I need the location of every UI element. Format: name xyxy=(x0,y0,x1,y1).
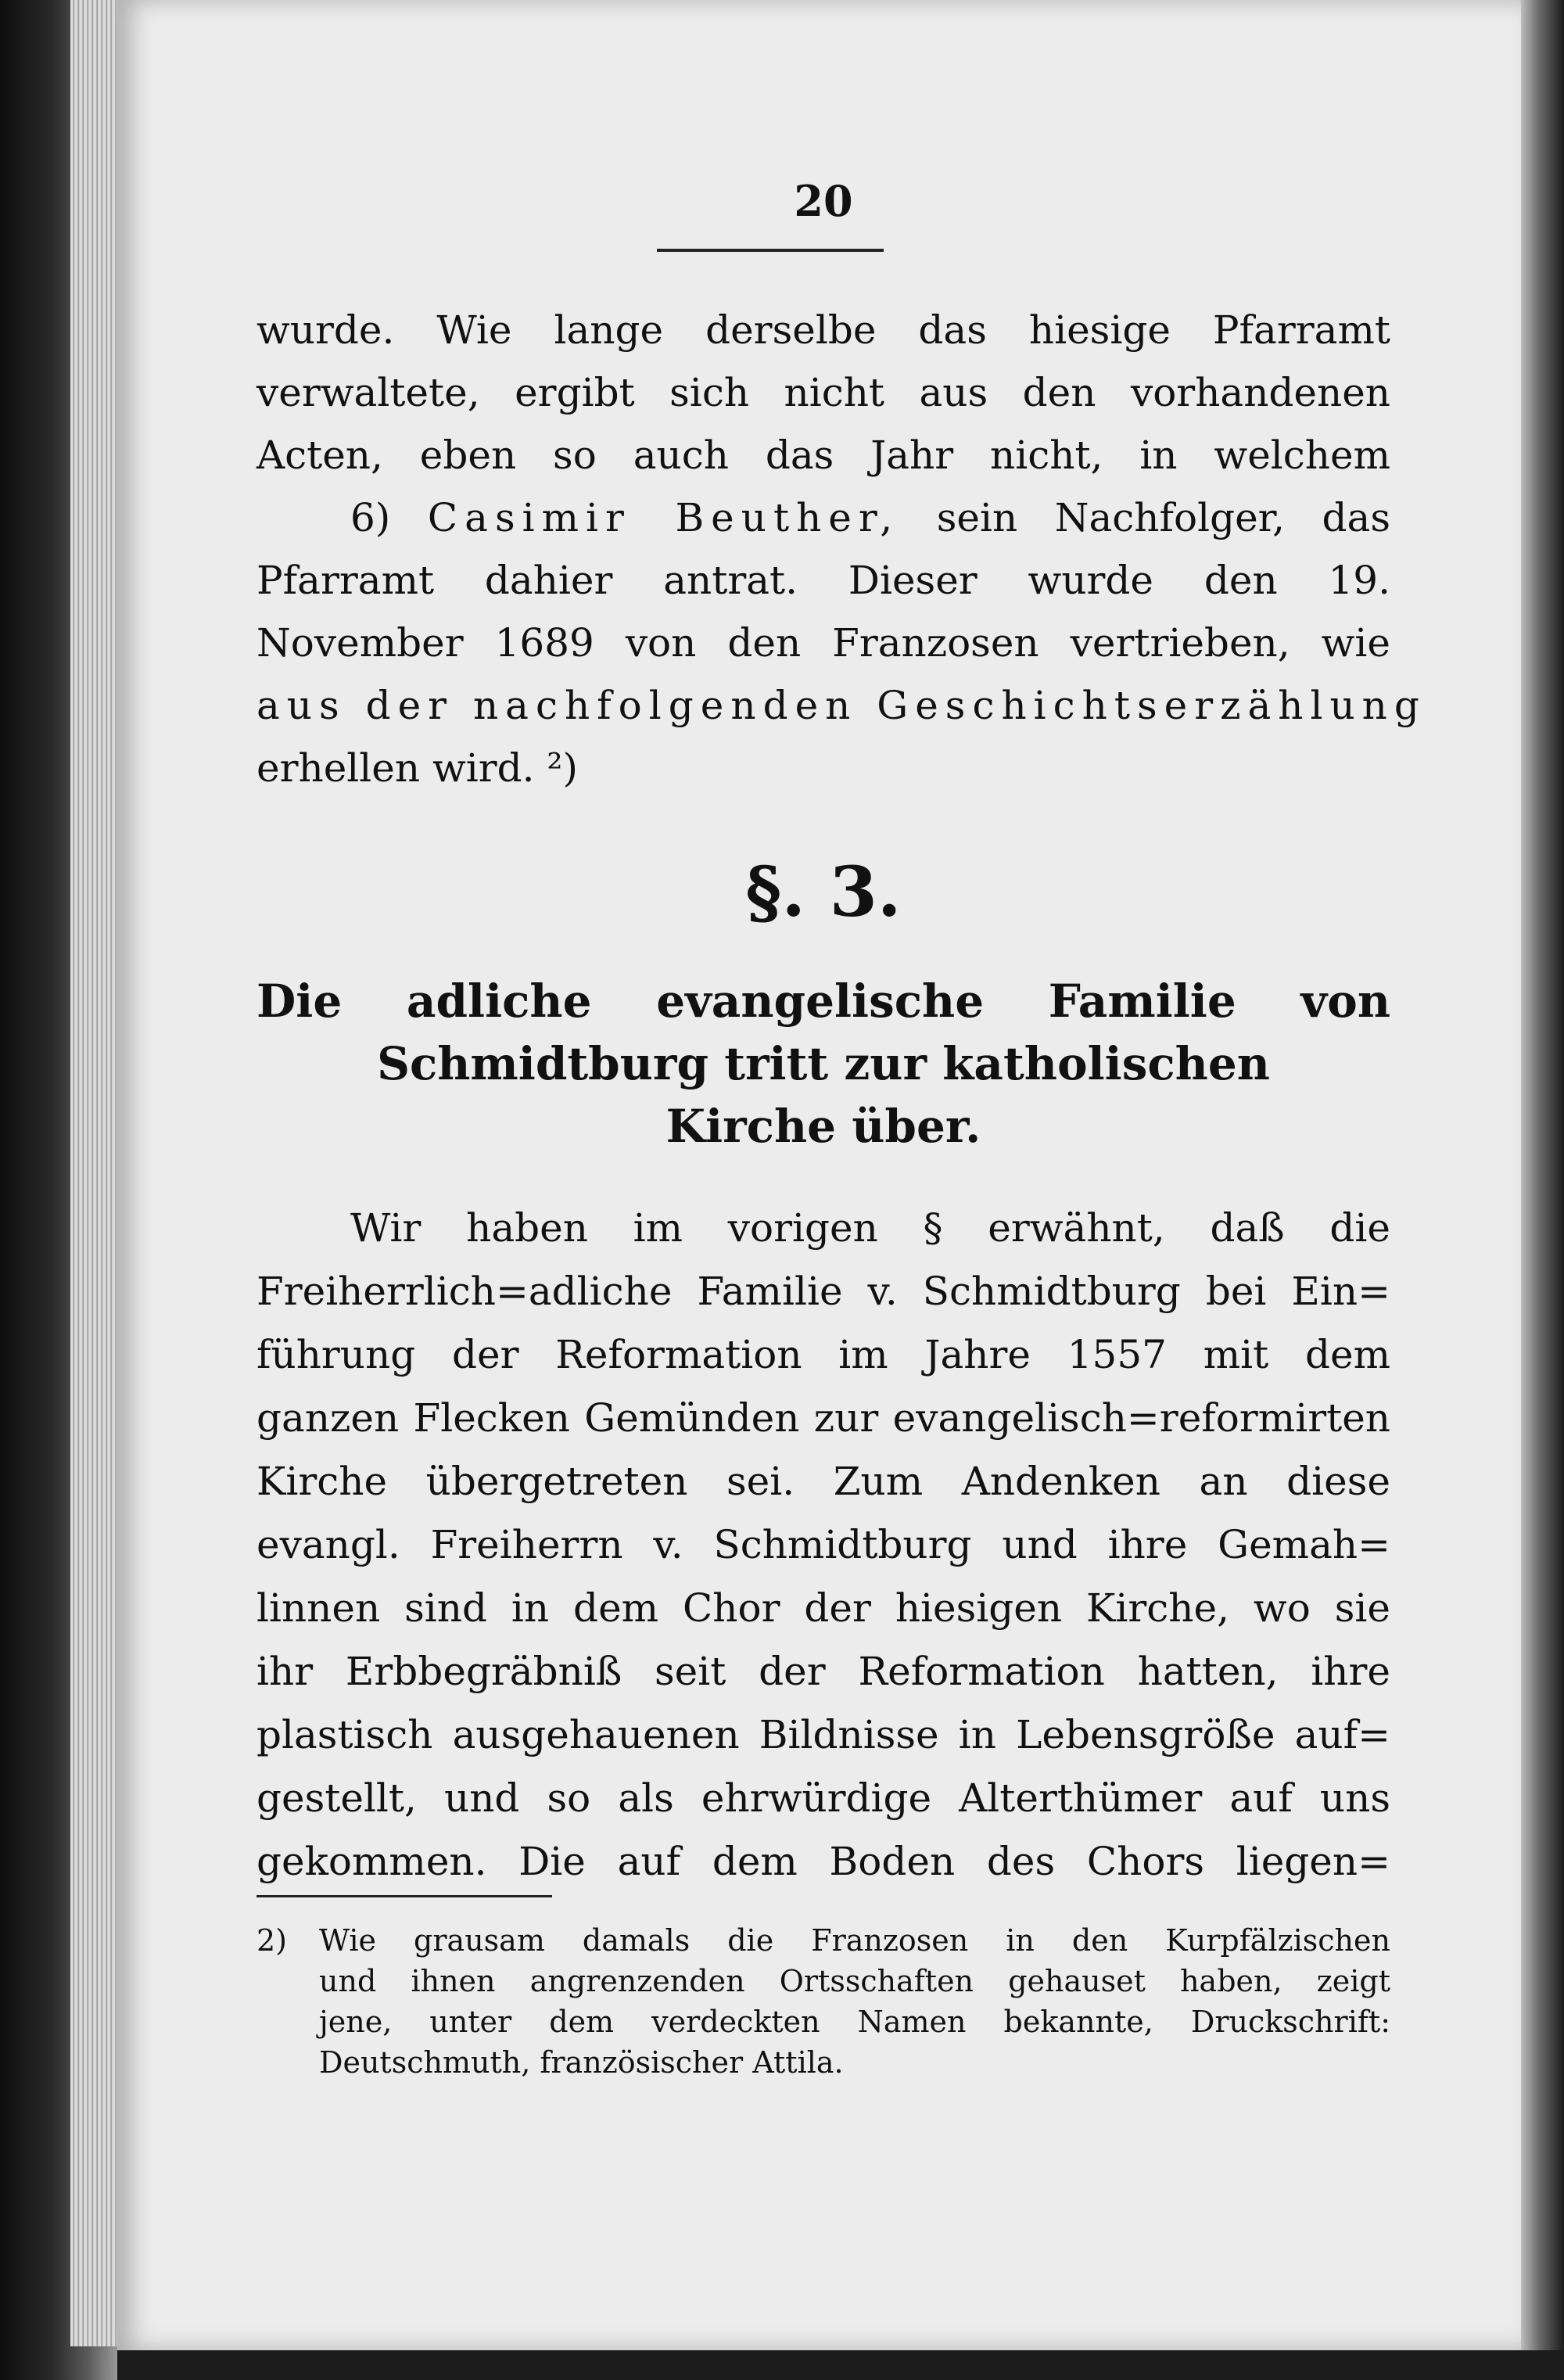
text-line: November 1689 von den Franzosen vertrieben, wie xyxy=(256,620,1390,666)
text-line: Pfarramt dahier antrat. Dieser wurde den 19. xyxy=(256,558,1390,603)
text-line: linnen sind in dem Chor der hiesigen Kirche, wo sie xyxy=(256,1585,1390,1631)
footnote xyxy=(256,1920,1390,2083)
opening-text xyxy=(256,299,1426,799)
text-line: wurde. Wie lange derselbe das hiesige Pfarramt xyxy=(256,307,1390,353)
text-line: Acten, eben so auch das Jahr nicht, in welchem xyxy=(256,433,1390,478)
footnote-line: Deutschmuth, französischer Attila. xyxy=(319,2045,844,2080)
footnote-rule xyxy=(256,1895,552,1897)
heading-line: Die adliche evangelische Familie von xyxy=(256,975,1390,1028)
text-line: ganzen Flecken Gemünden zur evangelisch=reformirten xyxy=(256,1395,1390,1441)
text-line: aus der nachfolgenden Geschichtserzählung xyxy=(256,683,1426,728)
text-line: gekommen. Die auf dem Boden des Chors liegen= xyxy=(256,1839,1390,1884)
footnote-line: Wie grausam damals die Franzosen in den Kurpfälzischen xyxy=(319,1923,1390,1958)
text-line: erhellen wird. ²) xyxy=(256,745,578,791)
page-bottom-edge xyxy=(117,2350,1564,2380)
item-number: 6) xyxy=(350,495,391,540)
text-line: Wir haben im vorigen § erwähnt, daß die xyxy=(350,1205,1390,1251)
text-line: ihr Erbbegräbniß seit der Reformation hatten, ihre xyxy=(256,1649,1390,1694)
item-text: sein Nachfolger, das xyxy=(936,495,1390,540)
text-line: verwaltete, ergibt sich nicht aus den vorhandenen xyxy=(256,370,1390,415)
body-paragraph xyxy=(256,1197,1390,1894)
heading-line: Kirche über. xyxy=(665,1100,981,1153)
text-line: führung der Reformation im Jahre 1557 mit dem xyxy=(256,1332,1390,1377)
list-item-6 xyxy=(256,486,1390,549)
section-heading xyxy=(256,970,1390,1158)
text-line: Freiherrlich=adliche Familie v. Schmidtburg bei Ein= xyxy=(256,1269,1390,1314)
spaced-name: Casimir Beuther, xyxy=(427,495,900,540)
header-rule xyxy=(657,249,884,252)
section-number: §. 3. xyxy=(745,851,902,932)
page-right-edge-shadow xyxy=(1521,0,1564,2380)
footnote-line: und ihnen angrenzenden Ortsschaften gehauset haben, zeigt xyxy=(319,1964,1390,1998)
text-line: plastisch ausgehauenen Bildnisse in Lebensgröße auf= xyxy=(256,1712,1390,1757)
footnote-marker: 2) xyxy=(256,1923,288,1958)
text-line: Kirche übergetreten sei. Zum Andenken an diese xyxy=(256,1459,1390,1504)
text-line: gestellt, und so als ehrwürdige Alterthümer auf uns xyxy=(256,1775,1390,1821)
page-number: 20 xyxy=(794,176,853,226)
footnote-line: jene, unter dem verdeckten Namen bekannte, Druckschrift: xyxy=(319,2005,1390,2039)
text-line: evangl. Freiherrn v. Schmidtburg und ihre Gemah= xyxy=(256,1522,1390,1567)
heading-line: Schmidtburg tritt zur katholischen xyxy=(377,1037,1270,1090)
